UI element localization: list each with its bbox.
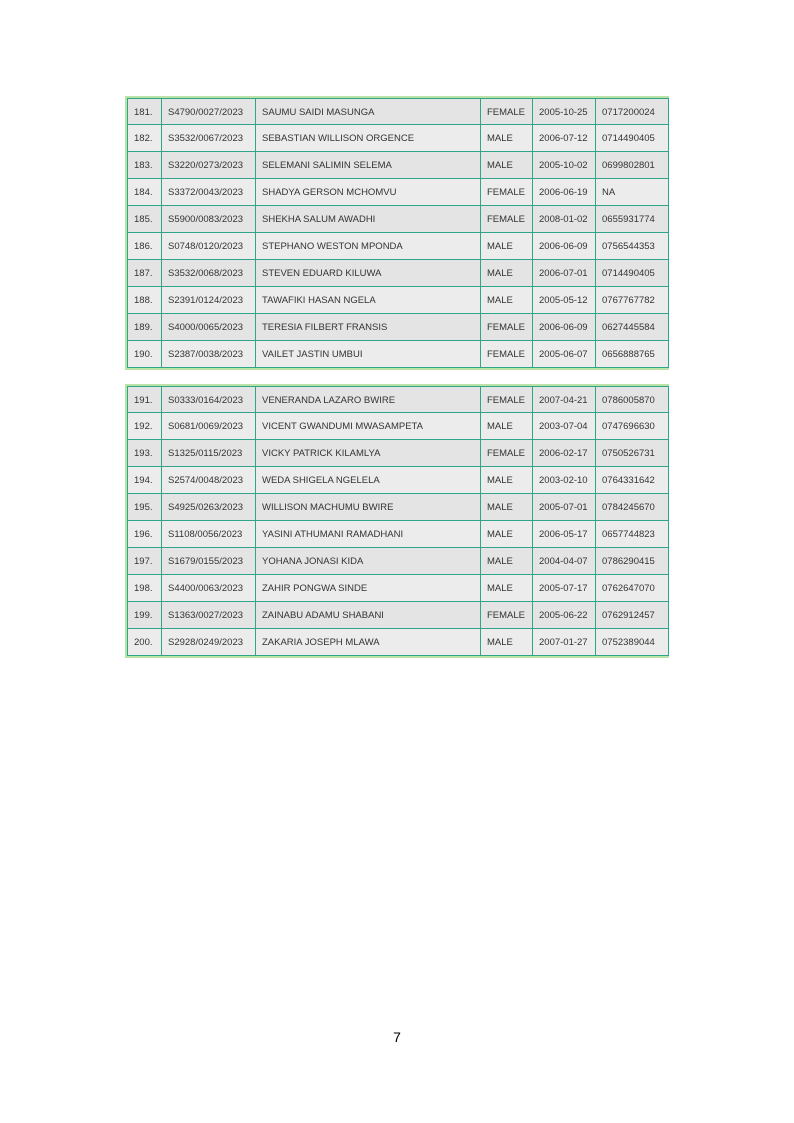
date-of-birth-cell: 2006-07-12 xyxy=(533,125,596,151)
table-row xyxy=(127,179,669,206)
registration-number-cell: S0333/0164/2023 xyxy=(162,387,256,412)
row-number-cell: 184. xyxy=(127,179,162,205)
phone-number-cell: 0762912457 xyxy=(596,602,669,628)
row-number-cell: 186. xyxy=(127,233,162,259)
registration-number-cell: S4400/0063/2023 xyxy=(162,575,256,601)
student-name-cell: TAWAFIKI HASAN NGELA xyxy=(256,287,481,313)
registration-number-cell: S5900/0083/2023 xyxy=(162,206,256,232)
table-row xyxy=(127,521,669,548)
student-name-cell: WEDA SHIGELA NGELELA xyxy=(256,467,481,493)
registration-number-cell: S2391/0124/2023 xyxy=(162,287,256,313)
sex-cell: FEMALE xyxy=(481,341,533,367)
sex-cell: MALE xyxy=(481,494,533,520)
student-name-cell: STEPHANO WESTON MPONDA xyxy=(256,233,481,259)
table-row xyxy=(127,440,669,467)
table-row xyxy=(127,206,669,233)
table-row xyxy=(127,341,669,368)
row-number-cell: 181. xyxy=(127,99,162,124)
table-row xyxy=(127,494,669,521)
row-number-cell: 183. xyxy=(127,152,162,178)
registration-number-cell: S4000/0065/2023 xyxy=(162,314,256,340)
registration-number-cell: S1325/0115/2023 xyxy=(162,440,256,466)
student-name-cell: TERESIA FILBERT FRANSIS xyxy=(256,314,481,340)
student-name-cell: SHADYA GERSON MCHOMVU xyxy=(256,179,481,205)
date-of-birth-cell: 2005-06-22 xyxy=(533,602,596,628)
registration-number-cell: S3220/0273/2023 xyxy=(162,152,256,178)
date-of-birth-cell: 2006-02-17 xyxy=(533,440,596,466)
phone-number-cell: 0756544353 xyxy=(596,233,669,259)
registration-number-cell: S4790/0027/2023 xyxy=(162,99,256,124)
student-name-cell: STEVEN EDUARD KILUWA xyxy=(256,260,481,286)
phone-number-cell: 0784245670 xyxy=(596,494,669,520)
registration-number-cell: S3372/0043/2023 xyxy=(162,179,256,205)
phone-number-cell: 0752389044 xyxy=(596,629,669,655)
sex-cell: MALE xyxy=(481,125,533,151)
sex-cell: MALE xyxy=(481,260,533,286)
row-number-cell: 188. xyxy=(127,287,162,313)
phone-number-cell: 0747696630 xyxy=(596,413,669,439)
phone-number-cell: 0762647070 xyxy=(596,575,669,601)
table-row xyxy=(127,260,669,287)
phone-number-cell: 0655931774 xyxy=(596,206,669,232)
sex-cell: MALE xyxy=(481,467,533,493)
row-number-cell: 192. xyxy=(127,413,162,439)
row-number-cell: 185. xyxy=(127,206,162,232)
student-name-cell: ZAKARIA JOSEPH MLAWA xyxy=(256,629,481,655)
student-name-cell: VICKY PATRICK KILAMLYA xyxy=(256,440,481,466)
row-number-cell: 198. xyxy=(127,575,162,601)
row-number-cell: 194. xyxy=(127,467,162,493)
date-of-birth-cell: 2006-06-09 xyxy=(533,233,596,259)
student-name-cell: VENERANDA LAZARO BWIRE xyxy=(256,387,481,412)
sex-cell: MALE xyxy=(481,413,533,439)
table-row xyxy=(127,152,669,179)
student-name-cell: SHEKHA SALUM AWADHI xyxy=(256,206,481,232)
sex-cell: FEMALE xyxy=(481,602,533,628)
student-table-1 xyxy=(125,96,669,370)
date-of-birth-cell: 2005-10-25 xyxy=(533,99,596,124)
student-name-cell: SEBASTIAN WILLISON ORGENCE xyxy=(256,125,481,151)
registration-number-cell: S2574/0048/2023 xyxy=(162,467,256,493)
row-number-cell: 200. xyxy=(127,629,162,655)
registration-number-cell: S1363/0027/2023 xyxy=(162,602,256,628)
phone-number-cell: 0699802801 xyxy=(596,152,669,178)
date-of-birth-cell: 2008-01-02 xyxy=(533,206,596,232)
row-number-cell: 197. xyxy=(127,548,162,574)
registration-number-cell: S0748/0120/2023 xyxy=(162,233,256,259)
sex-cell: FEMALE xyxy=(481,387,533,412)
phone-number-cell: NA xyxy=(596,179,669,205)
sex-cell: MALE xyxy=(481,548,533,574)
student-name-cell: ZAINABU ADAMU SHABANI xyxy=(256,602,481,628)
registration-number-cell: S1108/0056/2023 xyxy=(162,521,256,547)
phone-number-cell: 0627445584 xyxy=(596,314,669,340)
date-of-birth-cell: 2006-06-19 xyxy=(533,179,596,205)
sex-cell: MALE xyxy=(481,287,533,313)
table-row xyxy=(127,386,669,413)
sex-cell: MALE xyxy=(481,521,533,547)
date-of-birth-cell: 2006-07-01 xyxy=(533,260,596,286)
registration-number-cell: S2387/0038/2023 xyxy=(162,341,256,367)
student-name-cell: WILLISON MACHUMU BWIRE xyxy=(256,494,481,520)
row-number-cell: 182. xyxy=(127,125,162,151)
row-number-cell: 187. xyxy=(127,260,162,286)
sex-cell: FEMALE xyxy=(481,206,533,232)
student-name-cell: YASINI ATHUMANI RAMADHANI xyxy=(256,521,481,547)
registration-number-cell: S4925/0263/2023 xyxy=(162,494,256,520)
sex-cell: MALE xyxy=(481,575,533,601)
row-number-cell: 195. xyxy=(127,494,162,520)
phone-number-cell: 0714490405 xyxy=(596,125,669,151)
table-row xyxy=(127,602,669,629)
date-of-birth-cell: 2007-04-21 xyxy=(533,387,596,412)
registration-number-cell: S1679/0155/2023 xyxy=(162,548,256,574)
phone-number-cell: 0764331642 xyxy=(596,467,669,493)
phone-number-cell: 0786290415 xyxy=(596,548,669,574)
date-of-birth-cell: 2003-07-04 xyxy=(533,413,596,439)
date-of-birth-cell: 2005-05-12 xyxy=(533,287,596,313)
table-row xyxy=(127,629,669,656)
sex-cell: FEMALE xyxy=(481,314,533,340)
registration-number-cell: S0681/0069/2023 xyxy=(162,413,256,439)
student-name-cell: VICENT GWANDUMI MWASAMPETA xyxy=(256,413,481,439)
phone-number-cell: 0717200024 xyxy=(596,99,669,124)
student-name-cell: SAUMU SAIDI MASUNGA xyxy=(256,99,481,124)
table-row xyxy=(127,548,669,575)
date-of-birth-cell: 2006-05-17 xyxy=(533,521,596,547)
row-number-cell: 191. xyxy=(127,387,162,412)
date-of-birth-cell: 2005-07-17 xyxy=(533,575,596,601)
table-row xyxy=(127,413,669,440)
registration-number-cell: S3532/0067/2023 xyxy=(162,125,256,151)
date-of-birth-cell: 2007-01-27 xyxy=(533,629,596,655)
student-name-cell: VAILET JASTIN UMBUI xyxy=(256,341,481,367)
phone-number-cell: 0714490405 xyxy=(596,260,669,286)
table-row xyxy=(127,125,669,152)
student-name-cell: SELEMANI SALIMIN SELEMA xyxy=(256,152,481,178)
sex-cell: MALE xyxy=(481,152,533,178)
table-row xyxy=(127,287,669,314)
registration-number-cell: S2928/0249/2023 xyxy=(162,629,256,655)
phone-number-cell: 0657744823 xyxy=(596,521,669,547)
table-row xyxy=(127,575,669,602)
student-table-2 xyxy=(125,384,669,658)
table-row xyxy=(127,467,669,494)
table-row xyxy=(127,314,669,341)
student-name-cell: YOHANA JONASI KIDA xyxy=(256,548,481,574)
sex-cell: FEMALE xyxy=(481,99,533,124)
date-of-birth-cell: 2005-06-07 xyxy=(533,341,596,367)
sex-cell: FEMALE xyxy=(481,440,533,466)
date-of-birth-cell: 2005-07-01 xyxy=(533,494,596,520)
phone-number-cell: 0767767782 xyxy=(596,287,669,313)
phone-number-cell: 0750526731 xyxy=(596,440,669,466)
table-row xyxy=(127,233,669,260)
phone-number-cell: 0656888765 xyxy=(596,341,669,367)
date-of-birth-cell: 2006-06-09 xyxy=(533,314,596,340)
phone-number-cell: 0786005870 xyxy=(596,387,669,412)
date-of-birth-cell: 2005-10-02 xyxy=(533,152,596,178)
row-number-cell: 190. xyxy=(127,341,162,367)
sex-cell: MALE xyxy=(481,233,533,259)
row-number-cell: 193. xyxy=(127,440,162,466)
registration-number-cell: S3532/0068/2023 xyxy=(162,260,256,286)
row-number-cell: 189. xyxy=(127,314,162,340)
date-of-birth-cell: 2004-04-07 xyxy=(533,548,596,574)
row-number-cell: 199. xyxy=(127,602,162,628)
row-number-cell: 196. xyxy=(127,521,162,547)
table-row xyxy=(127,98,669,125)
sex-cell: MALE xyxy=(481,629,533,655)
date-of-birth-cell: 2003-02-10 xyxy=(533,467,596,493)
page-number: 7 xyxy=(393,1029,401,1045)
sex-cell: FEMALE xyxy=(481,179,533,205)
student-name-cell: ZAHIR PONGWA SINDE xyxy=(256,575,481,601)
